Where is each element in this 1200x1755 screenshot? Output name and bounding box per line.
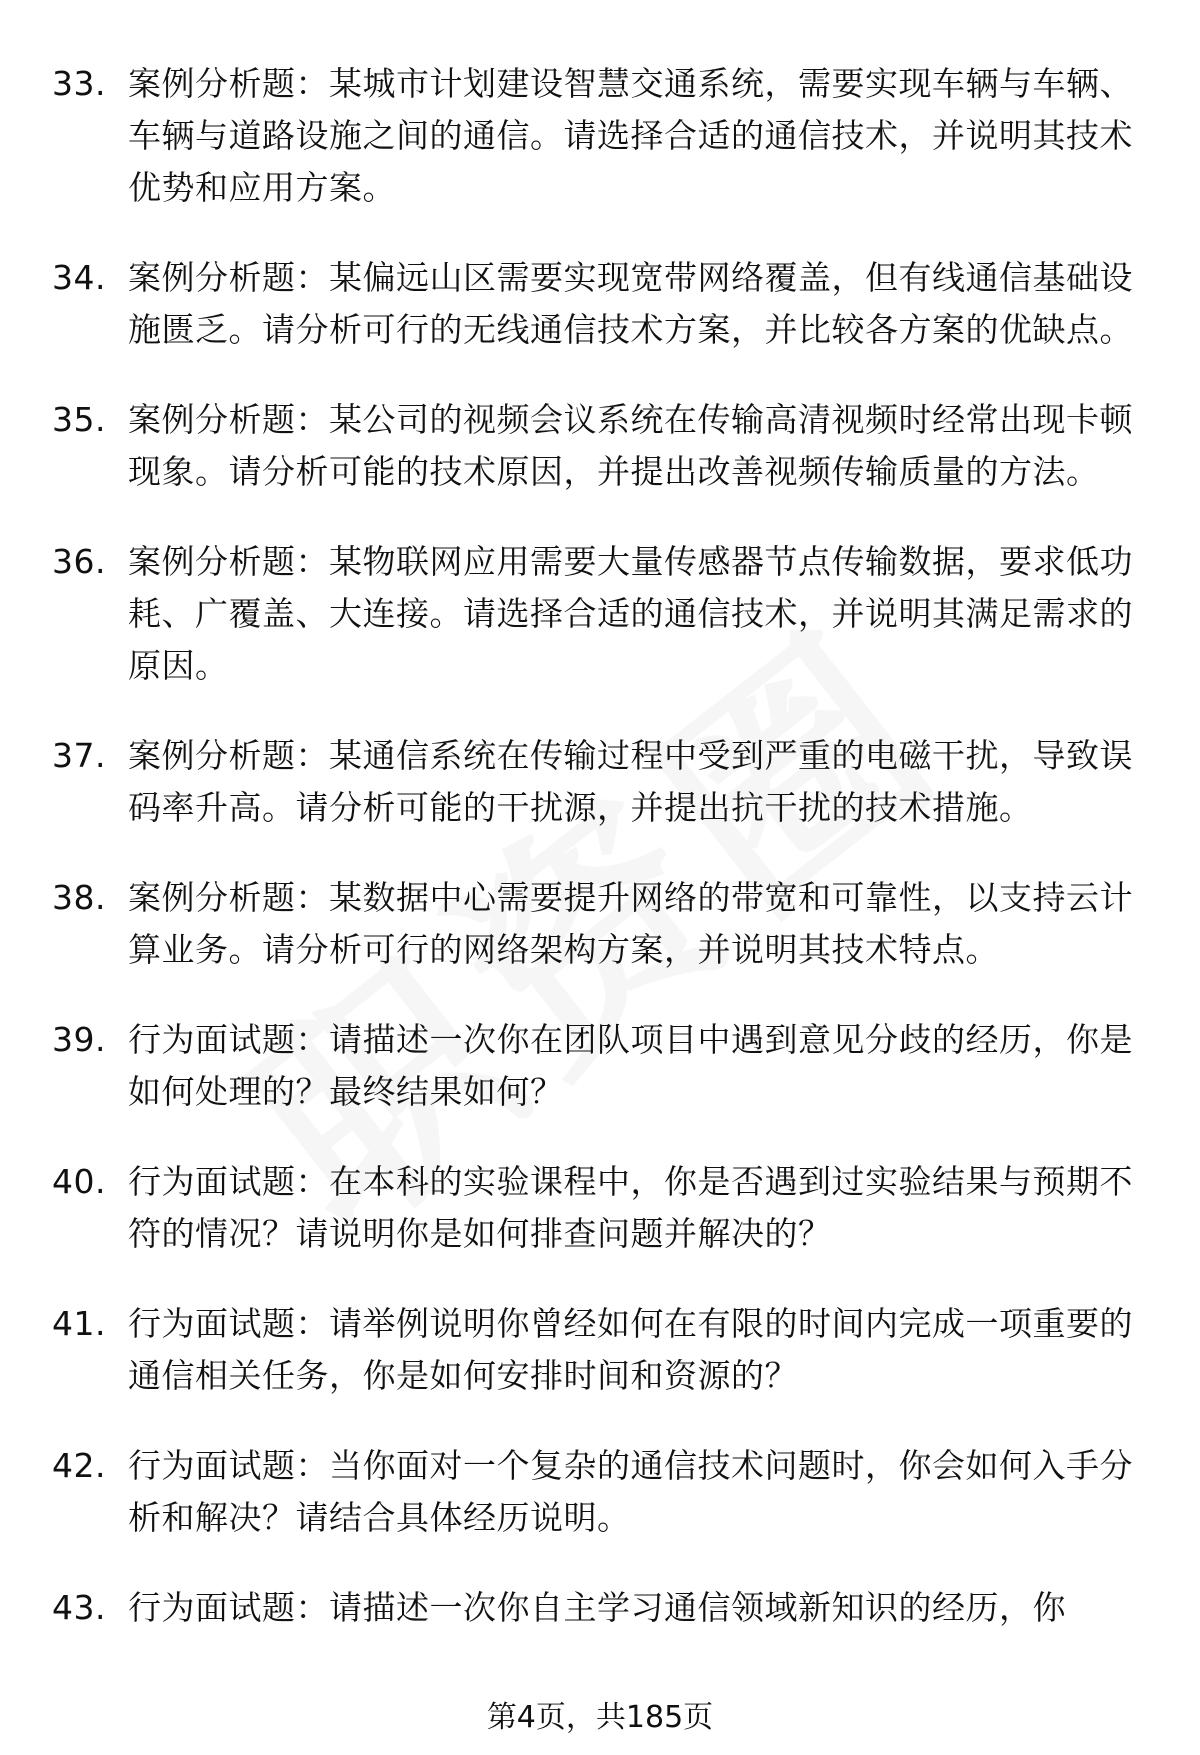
question-number: 38. [52, 878, 106, 917]
question-item [52, 58, 1162, 214]
question-text: 案例分析题：某物联网应用需要大量传感器节点传输数据，要求低功耗、广覆盖、大连接。请选择合适的通信技术，并说明其满足需求的原因。 [128, 542, 1133, 685]
question-text: 行为面试题：请描述一次你在团队项目中遇到意见分歧的经历，你是如何处理的？最终结果如何？ [128, 1020, 1133, 1111]
question-number: 40. [52, 1162, 106, 1201]
question-number: 43. [52, 1588, 106, 1627]
question-item [52, 252, 1162, 356]
page-number-label: 第4页，共185页 [486, 1700, 714, 1735]
question-item [52, 536, 1162, 692]
question-item [52, 394, 1162, 498]
question-text: 行为面试题：在本科的实验课程中，你是否遇到过实验结果与预期不符的情况？请说明你是如何排查问题并解决的？ [128, 1162, 1133, 1253]
question-number: 42. [52, 1446, 106, 1485]
question-text: 案例分析题：某城市计划建设智慧交通系统，需要实现车辆与车辆、车辆与道路设施之间的通信。请选择合适的通信技术，并说明其技术优势和应用方案。 [128, 64, 1133, 207]
question-text: 行为面试题：请描述一次你自主学习通信领域新知识的经历，你 [128, 1588, 1066, 1627]
question-item [52, 1440, 1162, 1544]
question-text: 行为面试题：当你面对一个复杂的通信技术问题时，你会如何入手分析和解决？请结合具体经历说明。 [128, 1446, 1133, 1537]
question-number: 41. [52, 1304, 106, 1343]
question-text: 案例分析题：某偏远山区需要实现宽带网络覆盖，但有线通信基础设施匮乏。请分析可行的无线通信技术方案，并比较各方案的优缺点。 [128, 258, 1133, 349]
question-number: 36. [52, 542, 106, 581]
question-text: 案例分析题：某通信系统在传输过程中受到严重的电磁干扰，导致误码率升高。请分析可能的干扰源，并提出抗干扰的技术措施。 [128, 736, 1133, 827]
question-item [52, 1298, 1162, 1402]
question-text: 案例分析题：某公司的视频会议系统在传输高清视频时经常出现卡顿现象。请分析可能的技术原因，并提出改善视频传输质量的方法。 [128, 400, 1133, 491]
question-text: 行为面试题：请举例说明你曾经如何在有限的时间内完成一项重要的通信相关任务，你是如何安排时间和资源的？ [128, 1304, 1133, 1395]
question-item [52, 872, 1162, 976]
question-number: 33. [52, 64, 106, 103]
question-item [52, 1582, 1162, 1634]
question-item [52, 1156, 1162, 1260]
question-number: 34. [52, 258, 106, 297]
question-list [52, 58, 1162, 1672]
question-text: 案例分析题：某数据中心需要提升网络的带宽和可靠性，以支持云计算业务。请分析可行的网络架构方案，并说明其技术特点。 [128, 878, 1133, 969]
page-footer [0, 1698, 1200, 1738]
question-number: 37. [52, 736, 106, 775]
question-item [52, 1014, 1162, 1118]
question-number: 39. [52, 1020, 106, 1059]
question-item [52, 730, 1162, 834]
question-number: 35. [52, 400, 106, 439]
